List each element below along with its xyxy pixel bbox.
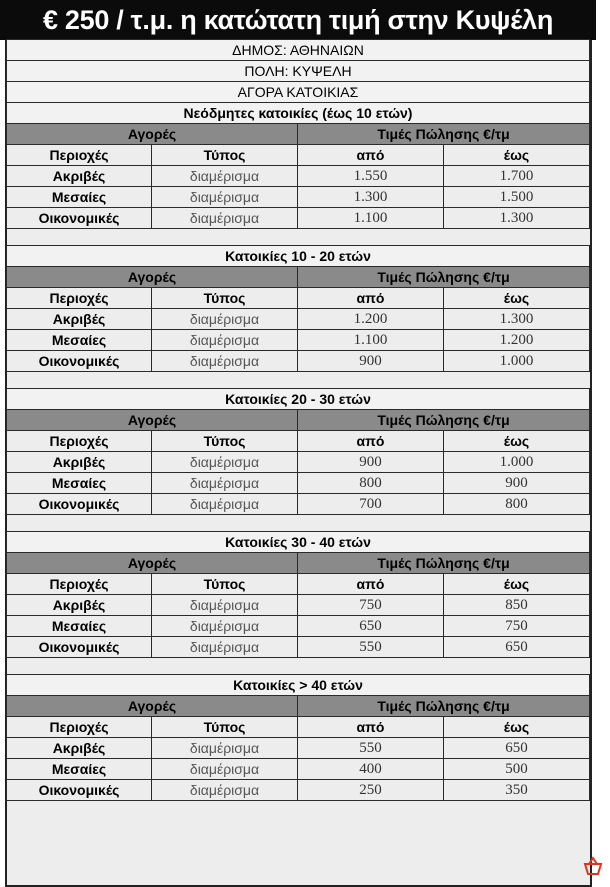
col-to-header: έως xyxy=(443,573,590,595)
price-from-cell: 750 xyxy=(297,594,444,616)
price-from-cell: 1.550 xyxy=(297,165,444,187)
table-row xyxy=(7,166,590,187)
type-cell: διαμέρισμα xyxy=(151,329,298,351)
sections-container xyxy=(7,103,590,801)
info-row xyxy=(7,40,590,61)
col-type-header: Τύπος xyxy=(151,716,298,738)
section-gap xyxy=(7,229,590,246)
page-title: € 250 / τ.μ. η κατώτατη τιμή στην Κυψέλη xyxy=(0,0,596,40)
shopping-basket-icon xyxy=(582,855,604,877)
price-from-cell: 650 xyxy=(297,615,444,637)
area-cell: Μεσαίες xyxy=(6,329,152,351)
section-title-row xyxy=(7,532,590,553)
group-header-row xyxy=(7,553,590,574)
table-row xyxy=(7,187,590,208)
table-row xyxy=(7,473,590,494)
col-to-header: έως xyxy=(443,430,590,452)
section-title-row xyxy=(7,103,590,124)
table-row xyxy=(7,616,590,637)
area-cell: Οικονομικές xyxy=(6,350,152,372)
type-cell: διαμέρισμα xyxy=(151,186,298,208)
markets-header: Αγορές xyxy=(6,695,298,717)
dimos-label: ΔΗΜΟΣ: ΑΘΗΝΑΙΩΝ xyxy=(6,39,590,61)
table-row xyxy=(7,351,590,372)
price-to-cell: 1.200 xyxy=(443,329,590,351)
area-cell: Ακριβές xyxy=(6,451,152,473)
group-header-row xyxy=(7,410,590,431)
col-type-header: Τύπος xyxy=(151,430,298,452)
table-row xyxy=(7,494,590,515)
col-type-header: Τύπος xyxy=(151,287,298,309)
type-cell: διαμέρισμα xyxy=(151,636,298,658)
group-header-row xyxy=(7,696,590,717)
price-from-cell: 550 xyxy=(297,636,444,658)
prices-header: Τιμές Πώλησης €/τμ xyxy=(297,552,590,574)
type-cell: διαμέρισμα xyxy=(151,758,298,780)
section-title: Κατοικίες 30 - 40 ετών xyxy=(6,531,590,553)
price-to-cell: 350 xyxy=(443,779,590,801)
price-from-cell: 1.200 xyxy=(297,308,444,330)
area-cell: Ακριβές xyxy=(6,594,152,616)
table-row xyxy=(7,208,590,229)
type-cell: διαμέρισμα xyxy=(151,594,298,616)
markets-header: Αγορές xyxy=(6,123,298,145)
col-area-header: Περιοχές xyxy=(6,430,152,452)
col-from-header: από xyxy=(297,716,444,738)
price-from-cell: 1.300 xyxy=(297,186,444,208)
markets-header: Αγορές xyxy=(6,552,298,574)
column-header-row xyxy=(7,145,590,166)
prices-header: Τιμές Πώλησης €/τμ xyxy=(297,123,590,145)
column-header-row xyxy=(7,431,590,452)
price-from-cell: 900 xyxy=(297,451,444,473)
price-to-cell: 1.300 xyxy=(443,308,590,330)
type-cell: διαμέρισμα xyxy=(151,350,298,372)
col-area-header: Περιοχές xyxy=(6,573,152,595)
group-header-row xyxy=(7,124,590,145)
col-area-header: Περιοχές xyxy=(6,716,152,738)
price-from-cell: 550 xyxy=(297,737,444,759)
prices-header: Τιμές Πώλησης €/τμ xyxy=(297,695,590,717)
col-to-header: έως xyxy=(443,287,590,309)
type-cell: διαμέρισμα xyxy=(151,779,298,801)
markets-header: Αγορές xyxy=(6,409,298,431)
markets-header: Αγορές xyxy=(6,266,298,288)
col-area-header: Περιοχές xyxy=(6,287,152,309)
price-to-cell: 900 xyxy=(443,472,590,494)
area-cell: Οικονομικές xyxy=(6,636,152,658)
area-cell: Οικονομικές xyxy=(6,207,152,229)
poli-label: ΠΟΛΗ: ΚΥΨΕΛΗ xyxy=(6,60,590,82)
section-title-row xyxy=(7,675,590,696)
price-from-cell: 400 xyxy=(297,758,444,780)
price-from-cell: 1.100 xyxy=(297,207,444,229)
column-header-row xyxy=(7,717,590,738)
price-to-cell: 1.300 xyxy=(443,207,590,229)
price-to-cell: 1.000 xyxy=(443,451,590,473)
prices-header: Τιμές Πώλησης €/τμ xyxy=(297,409,590,431)
col-type-header: Τύπος xyxy=(151,573,298,595)
info-row xyxy=(7,82,590,103)
info-row xyxy=(7,61,590,82)
type-cell: διαμέρισμα xyxy=(151,308,298,330)
type-cell: διαμέρισμα xyxy=(151,737,298,759)
price-from-cell: 700 xyxy=(297,493,444,515)
area-cell: Μεσαίες xyxy=(6,615,152,637)
price-from-cell: 1.100 xyxy=(297,329,444,351)
section-title: Νεόδμητες κατοικίες (έως 10 ετών) xyxy=(6,102,590,124)
price-to-cell: 1.000 xyxy=(443,350,590,372)
section-gap xyxy=(7,372,590,389)
col-from-header: από xyxy=(297,287,444,309)
col-type-header: Τύπος xyxy=(151,144,298,166)
area-cell: Οικονομικές xyxy=(6,493,152,515)
col-from-header: από xyxy=(297,430,444,452)
section-title-row xyxy=(7,389,590,410)
section-title: Κατοικίες 10 - 20 ετών xyxy=(6,245,590,267)
type-cell: διαμέρισμα xyxy=(151,615,298,637)
price-from-cell: 900 xyxy=(297,350,444,372)
column-header-row xyxy=(7,574,590,595)
section-gap xyxy=(7,658,590,675)
column-header-row xyxy=(7,288,590,309)
table-row xyxy=(7,452,590,473)
area-cell: Μεσαίες xyxy=(6,758,152,780)
group-header-row xyxy=(7,267,590,288)
area-cell: Οικονομικές xyxy=(6,779,152,801)
area-cell: Ακριβές xyxy=(6,737,152,759)
col-to-header: έως xyxy=(443,144,590,166)
price-table xyxy=(5,40,592,887)
type-cell: διαμέρισμα xyxy=(151,472,298,494)
table-row xyxy=(7,738,590,759)
price-from-cell: 250 xyxy=(297,779,444,801)
section-title: Κατοικίες > 40 ετών xyxy=(6,674,590,696)
table-row xyxy=(7,330,590,351)
price-to-cell: 1.700 xyxy=(443,165,590,187)
col-from-header: από xyxy=(297,144,444,166)
col-to-header: έως xyxy=(443,716,590,738)
type-cell: διαμέρισμα xyxy=(151,207,298,229)
area-cell: Ακριβές xyxy=(6,308,152,330)
price-to-cell: 1.500 xyxy=(443,186,590,208)
price-to-cell: 650 xyxy=(443,737,590,759)
section-title: Κατοικίες 20 - 30 ετών xyxy=(6,388,590,410)
type-cell: διαμέρισμα xyxy=(151,165,298,187)
area-cell: Μεσαίες xyxy=(6,472,152,494)
table-row xyxy=(7,309,590,330)
col-area-header: Περιοχές xyxy=(6,144,152,166)
table-row xyxy=(7,637,590,658)
table-row xyxy=(7,780,590,801)
area-cell: Μεσαίες xyxy=(6,186,152,208)
area-cell: Ακριβές xyxy=(6,165,152,187)
price-from-cell: 800 xyxy=(297,472,444,494)
table-row xyxy=(7,759,590,780)
price-to-cell: 850 xyxy=(443,594,590,616)
table-row xyxy=(7,595,590,616)
type-cell: διαμέρισμα xyxy=(151,451,298,473)
section-gap xyxy=(7,515,590,532)
price-to-cell: 750 xyxy=(443,615,590,637)
price-to-cell: 800 xyxy=(443,493,590,515)
prices-header: Τιμές Πώλησης €/τμ xyxy=(297,266,590,288)
type-cell: διαμέρισμα xyxy=(151,493,298,515)
price-to-cell: 650 xyxy=(443,636,590,658)
price-to-cell: 500 xyxy=(443,758,590,780)
col-from-header: από xyxy=(297,573,444,595)
agora-label: ΑΓΟΡΑ ΚΑΤΟΙΚΙΑΣ xyxy=(6,81,590,103)
section-title-row xyxy=(7,246,590,267)
